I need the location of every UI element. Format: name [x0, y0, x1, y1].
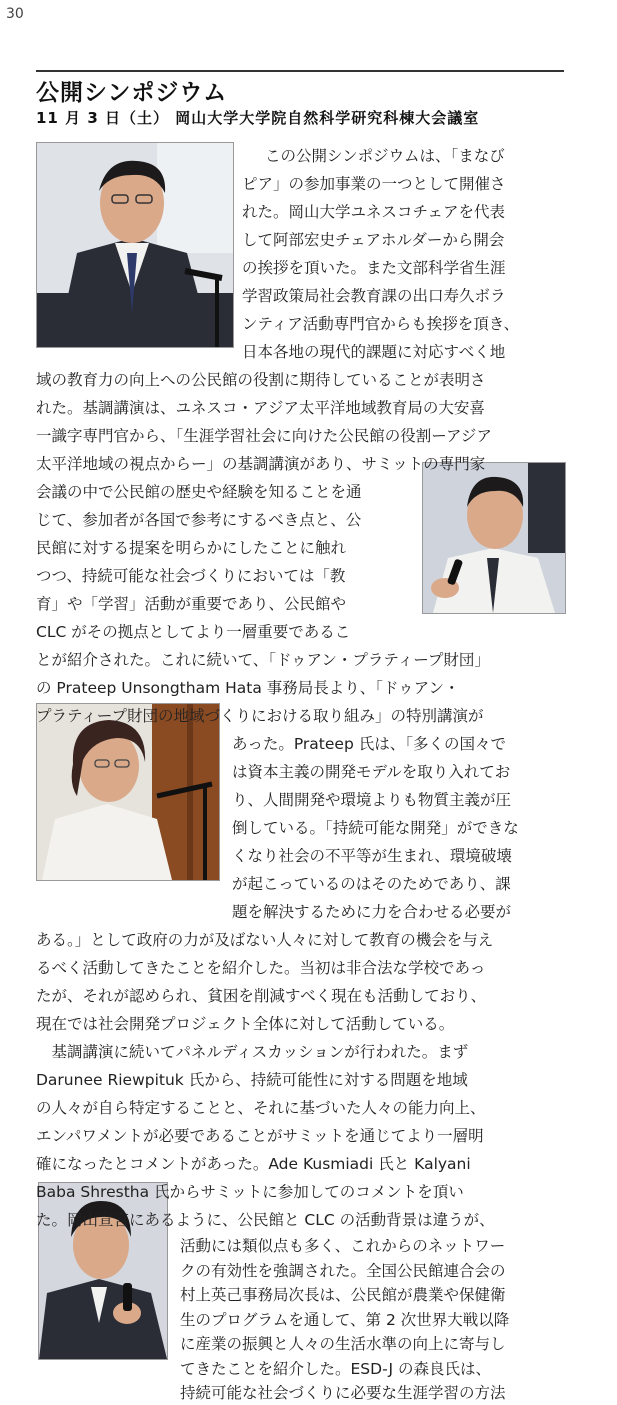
text-line: は資本主義の開発モデルを取り入れてお [232, 763, 511, 781]
text-line: の挨拶を頂いた。また文部科学省生涯 [242, 259, 506, 277]
text-line: に産業の振興と人々の生活水準の向上に寄与し [180, 1335, 506, 1353]
speaker-3-figure [37, 704, 219, 880]
text-line: つつ、持続可能な社会づくりにおいては「教 [36, 567, 346, 585]
text-line: てきたことを紹介した。ESD-J の森良氏は、 [180, 1359, 492, 1378]
text-line: Darunee Riewpituk 氏から、持続可能性に対する問題を地域 [36, 1071, 468, 1089]
text-line: とが紹介された。これに続いて、「ドゥアン・プラティープ財団」 [36, 651, 490, 669]
text-line: た。岡山宣言にあるように、公民館と CLC の活動背景は違うが、 [36, 1211, 495, 1229]
text-line: 民館に対する提案を明らかにしたことに触れ [36, 539, 347, 557]
text-line: 活動には類似点も多く、これからのネットワー [180, 1237, 506, 1255]
text-line: 一識字専門官から、「生涯学習社会に向けた公民館の役割ーアジア [36, 427, 492, 445]
text-line: プラティープ財団の地域づくりにおける取り組み」の特別講演が [36, 707, 484, 725]
text-line: れた。基調講演は、ユネスコ・アジア太平洋地域教育局の大安喜 [36, 399, 485, 417]
text-line: 持続可能な社会づくりに必要な生涯学習の方法 [180, 1384, 506, 1402]
speaker-2-figure [423, 463, 565, 613]
text-line: 太平洋地域の視点からー」の基調講演があり、サミットの専門家 [36, 455, 486, 473]
text-line: あった。Prateep 氏は、「多くの国々で [232, 735, 506, 753]
text-line: の Prateep Unsongtham Hata 事務局長より、「ドゥアン・ [36, 679, 460, 697]
text-line: 確になったとコメントがあった。Ade Kusmiadi 氏と Kalyani [36, 1155, 471, 1173]
text-line: の人々が自ら特定することと、それに基づいた人々の能力向上、 [36, 1099, 486, 1117]
photo-speaker-1 [36, 142, 234, 348]
text-line: 生のプログラムを通して、第 2 次世界大戦以降 [180, 1310, 510, 1329]
text-line: 村上英己事務局次長は、公民館が農業や保健衛 [180, 1286, 506, 1304]
page-title: 公開シンポジウム [36, 80, 228, 106]
text-line: 育」や「学習」活動が重要であり、公民館や [36, 595, 347, 613]
text-line: り、人間開発や環境よりも物質主義が圧 [232, 791, 512, 809]
speaker-1-figure [37, 143, 233, 347]
event-subtitle: 11 月 3 日（土） 岡山大学大学院自然科学研究科棟大会議室 [36, 109, 480, 127]
text-line: CLC がその拠点としてより一層重要であるこ [36, 623, 351, 641]
photo-speaker-2 [422, 462, 566, 614]
text-line: 基調講演に続いてパネルディスカッションが行われた。まず [36, 1043, 469, 1061]
text-line: ある。」として政府の力が及ばない人々に対して教育の機会を与え [36, 931, 494, 949]
title-rule [36, 70, 564, 72]
text-line: たが、それが認められ、貧困を削減すべく現在も活動しており、 [36, 987, 487, 1005]
text-line: ンティア活動専門官からも挨拶を頂き、 [242, 315, 520, 333]
text-line: るべく活動してきたことを紹介した。当初は非合法な学校であっ [36, 959, 486, 977]
text-line: この公開シンポジウムは、「まなび [265, 147, 505, 165]
text-line: クの有効性を強調された。全国公民館連合会の [180, 1261, 506, 1280]
text-line: 現在では社会開発プロジェクト全体に対して活動している。 [36, 1015, 455, 1033]
text-line: 題を解決するために力を合わせる必要が [232, 903, 512, 921]
text-line: 倒している。「持続可能な開発」ができな [232, 819, 519, 837]
text-line: 学習政策局社会教育課の出口寿久ボラ [242, 287, 506, 305]
text-line: れた。岡山大学ユネスコチェアを代表 [242, 203, 506, 221]
text-line: ピア」の参加事業の一つとして開催さ [242, 175, 506, 193]
text-line: Baba Shrestha 氏からサミットに参加してのコメントを頂い [36, 1183, 464, 1201]
text-line: エンパワメントが必要であることがサミットを通じてより一層明 [36, 1127, 484, 1145]
text-line: じて、参加者が各国で参考にするべき点と、公 [36, 511, 362, 529]
text-line: して阿部宏史チェアホルダーから開会 [242, 231, 505, 249]
text-line: 会議の中で公民館の歴史や経験を知ることを通 [36, 483, 362, 501]
text-line: 域の教育力の向上への公民館の役割に期待していることが表明さ [36, 371, 486, 389]
text-line: くなり社会の不平等が生まれ、環境破壊 [232, 847, 512, 865]
page-number: 30 [6, 6, 24, 22]
text-line: が起こっているのはそのためであり、課 [232, 875, 511, 893]
text-line: 日本各地の現代的課題に対応すべく地 [242, 343, 506, 361]
